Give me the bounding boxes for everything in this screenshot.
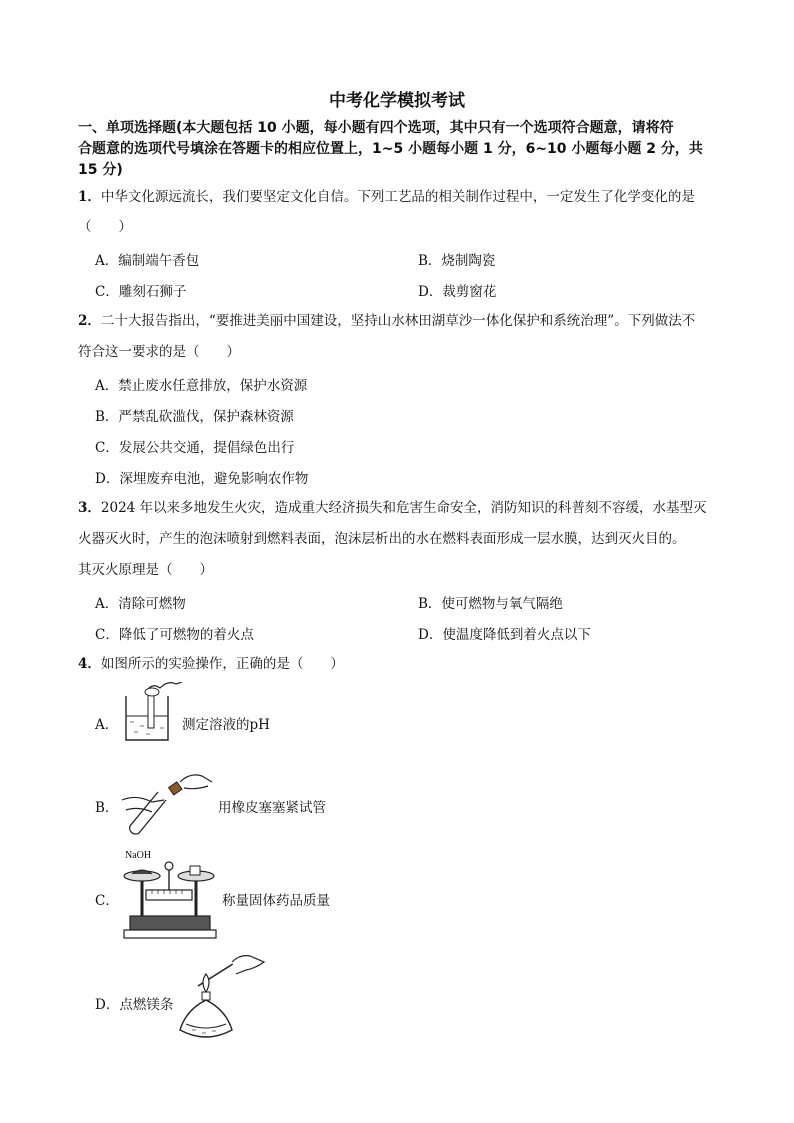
question-text: 2024 年以来多地发生火灾，造成重大经济损失和危害生命安全，消防知识的科普刻不容缓，水基型灭: [100, 500, 707, 516]
question-number: 1．: [78, 189, 101, 205]
question-text: 二十大报告指出，“要推进美丽中国建设，坚持山水林田湖草沙一体化保护和系统治理”。下列做法不: [100, 313, 696, 329]
alcohol-lamp-magnesium-figure: [176, 952, 272, 1046]
option-c[interactable]: C．: [95, 893, 119, 909]
figure-label-ph: 测定溶液的pH: [182, 717, 270, 733]
section-heading-line-3: 15 分): [78, 162, 123, 178]
question-3-line-3: 其灭火原理是（ ）: [78, 562, 213, 578]
question-3: [78, 498, 707, 518]
option-d[interactable]: D．裁剪窗花: [418, 284, 497, 300]
option-d[interactable]: D．使温度降低到着火点以下: [418, 627, 591, 643]
question-1: [78, 187, 695, 207]
question-number: 4．: [78, 656, 101, 672]
option-b[interactable]: B．: [95, 800, 119, 816]
figure-label-stopper: 用橡皮塞塞紧试管: [218, 800, 326, 816]
question-2-line-2: 符合这一要求的是（ ）: [78, 344, 240, 360]
question-text: 中华文化源远流长，我们要坚定文化自信。下列工艺品的相关制作过程中，一定发生了化学变化的是: [100, 189, 695, 205]
option-d[interactable]: D．深埋废弃电池，避免影响农作物: [95, 471, 309, 487]
option-b[interactable]: B．烧制陶瓷: [418, 253, 496, 269]
section-heading: [78, 118, 750, 181]
option-b[interactable]: B．严禁乱砍滥伐，保护森林资源: [95, 409, 294, 425]
option-a[interactable]: A．禁止废水任意排放，保护水资源: [95, 378, 308, 394]
question-3-line-2: 火器灭火时，产生的泡沫喷射到燃料表面，泡沫层析出的水在燃料表面形成一层水膜，达到灭火目的。: [78, 531, 686, 547]
section-heading-line-1: 一、单项选择题(本大题包括 10 小题，每小题有四个选项，其中只有一个选项符合题意，请将符: [78, 120, 674, 136]
option-d[interactable]: D．点燃镁条: [95, 997, 174, 1013]
option-a[interactable]: A．编制端午香包: [95, 253, 200, 269]
option-c[interactable]: C．降低了可燃物的着火点: [95, 627, 254, 643]
option-a[interactable]: A．: [95, 717, 119, 733]
option-a[interactable]: A．清除可燃物: [95, 596, 186, 612]
option-b[interactable]: B．使可燃物与氧气隔绝: [418, 596, 563, 612]
option-c[interactable]: C．雕刻石狮子: [95, 284, 187, 300]
option-c[interactable]: C．发展公共交通，提倡绿色出行: [95, 440, 295, 456]
page-title: 中考化学模拟考试: [329, 91, 465, 111]
beaker-ph-test-figure: [120, 682, 182, 744]
section-heading-line-2: 合题意的选项代号填涂在答题卡的相应位置上，1~5 小题每小题 1 分，6~10 小题每小题 2 分，共: [78, 141, 703, 157]
question-text: 如图所示的实验操作，正确的是（ ）: [100, 656, 344, 672]
figure-label-balance: 称量固体药品质量: [222, 893, 330, 909]
question-1-line-2: （ ）: [78, 219, 132, 235]
question-2: [78, 311, 695, 331]
question-4: [78, 654, 344, 674]
question-number: 2．: [78, 313, 101, 329]
question-number: 3．: [78, 500, 101, 516]
naoh-label: NaOH: [125, 850, 152, 861]
balance-scale-figure: [120, 860, 220, 944]
test-tube-stopper-figure: [118, 770, 214, 838]
